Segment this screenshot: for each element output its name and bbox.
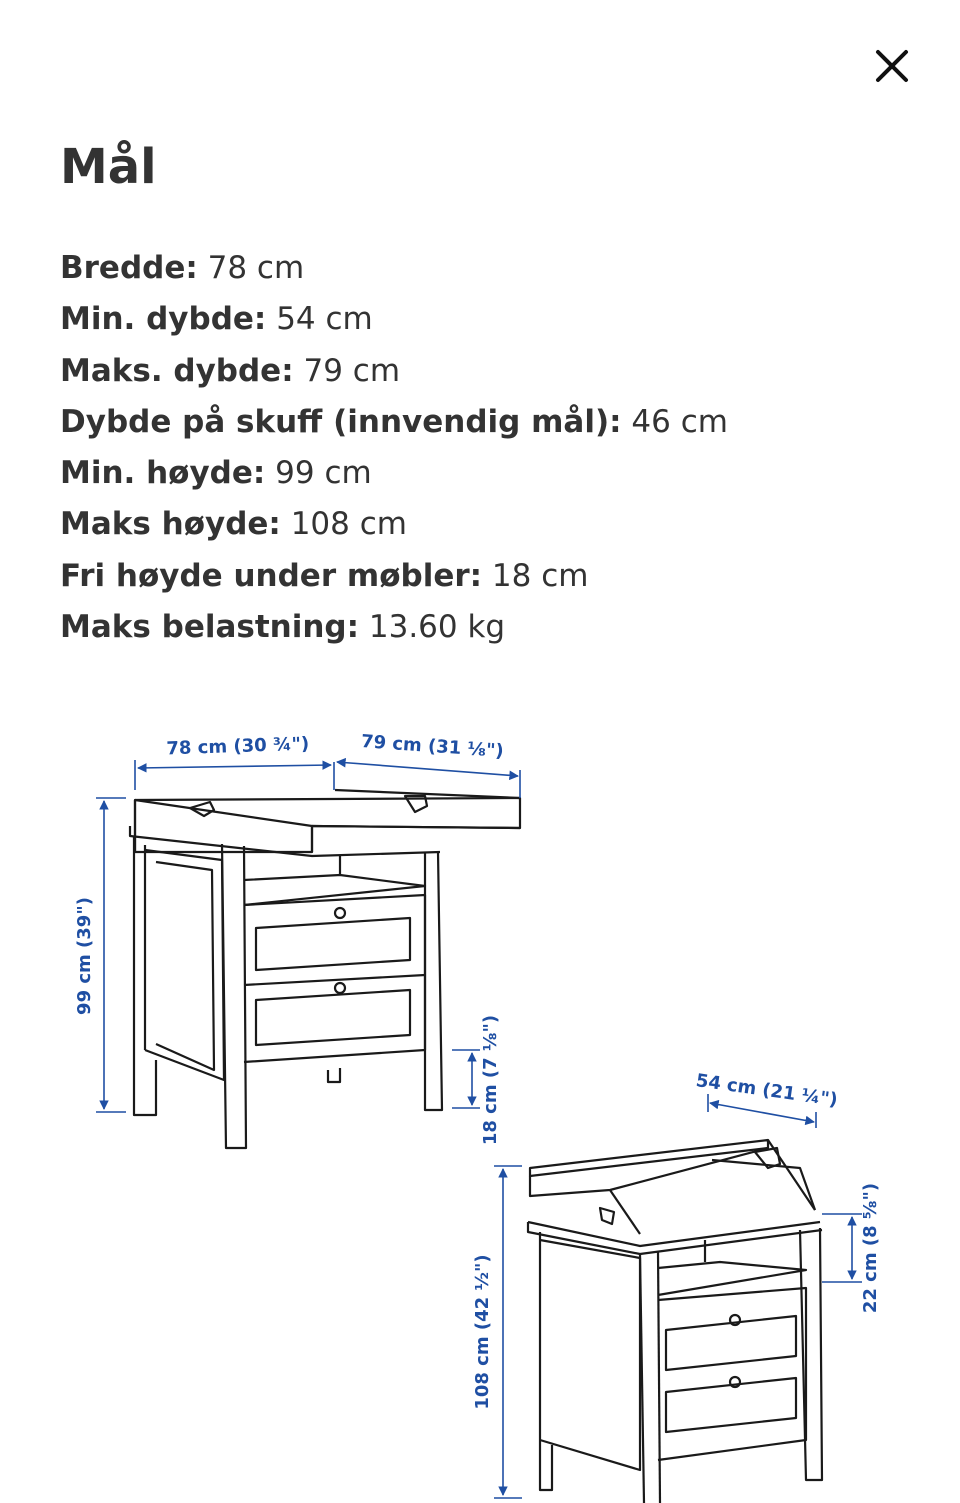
spec-min-height — [60, 448, 728, 499]
spec-label: Bredde: — [60, 250, 198, 286]
spec-label: Fri høyde under møbler: — [60, 557, 483, 594]
spec-max-height — [60, 499, 728, 550]
dimension-label-height-low: 99 cm (39") — [74, 897, 95, 1015]
dimension-label-depth-open: 79 cm (31 ⅛") — [360, 731, 505, 762]
spec-value: 46 cm — [631, 403, 728, 440]
modal-title: Mål — [60, 139, 157, 195]
close-button[interactable] — [866, 40, 918, 92]
spec-label: Maks. dybde: — [60, 352, 294, 389]
spec-label: Maks belastning: — [60, 609, 360, 646]
dimension-label-width-open: 78 cm (30 ¾") — [166, 733, 310, 760]
spec-floor-clearance — [60, 551, 728, 602]
dimension-list — [60, 243, 728, 653]
furniture-closed-drawing — [528, 1140, 822, 1503]
spec-drawer-depth — [60, 397, 728, 448]
spec-value: 13.60 kg — [368, 609, 506, 646]
spec-label: Maks høyde: — [60, 506, 281, 543]
spec-value: 108 cm — [290, 506, 407, 543]
spec-value: 18 cm — [491, 557, 589, 594]
spec-max-depth — [60, 346, 728, 397]
furniture-open-drawing — [130, 790, 520, 1148]
spec-label: Min. dybde: — [60, 301, 267, 338]
spec-value: 54 cm — [276, 301, 373, 338]
spec-min-depth — [60, 294, 728, 345]
close-icon — [875, 49, 909, 83]
spec-value: 79 cm — [303, 352, 401, 389]
dimension-label-floor-clearance: 18 cm (7 ⅛") — [480, 1014, 501, 1146]
spec-max-load — [60, 602, 728, 653]
dimension-label-height-high: 108 cm (42 ½") — [472, 1254, 493, 1410]
dimension-drawing — [0, 700, 960, 1503]
spec-label: Dybde på skuff (innvendig mål): — [60, 403, 622, 440]
dimension-label-top-rail-height: 22 cm (8 ⅝") — [860, 1182, 881, 1314]
spec-value: 78 cm — [207, 250, 305, 286]
spec-value: 99 cm — [275, 455, 372, 492]
dimension-label-depth-closed: 54 cm (21 ¼") — [694, 1070, 839, 1111]
spec-width — [60, 243, 728, 294]
spec-label: Min. høyde: — [60, 455, 266, 492]
